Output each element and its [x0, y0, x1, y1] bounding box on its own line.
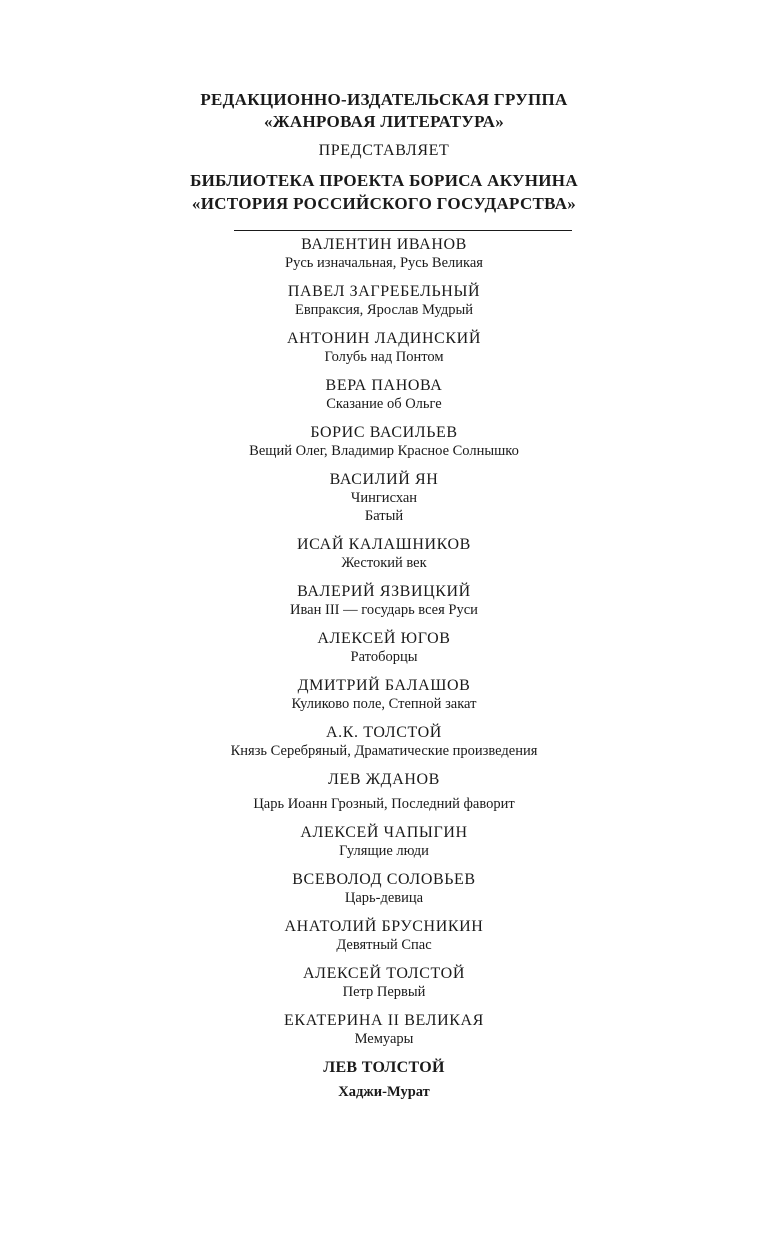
author-name: АЛЕКСЕЙ ЮГОВ — [317, 630, 451, 647]
work-title: Куликово поле, Степной закат — [291, 696, 477, 712]
work-title: Русь изначальная, Русь Великая — [285, 255, 483, 271]
work-title: Вещий Олег, Владимир Красное Солнышко — [249, 443, 519, 459]
author-name: ПАВЕЛ ЗАГРЕБЕЛЬНЫЙ — [287, 283, 481, 300]
work-title: Чингисхан — [350, 490, 418, 506]
author-entry — [0, 282, 768, 319]
author-name: ЛЕВ ЖДАНОВ — [328, 771, 440, 788]
author-entry — [0, 1011, 768, 1048]
work-title: Девятный Спас — [336, 937, 432, 953]
work-title: Гулящие люди — [339, 843, 429, 859]
author-entry — [0, 964, 768, 1001]
publisher-line-2: «ЖАНРОВАЯ ЛИТЕРАТУРА» — [263, 112, 505, 131]
author-entry — [0, 329, 768, 366]
work-title: Петр Первый — [342, 984, 426, 1000]
presents-label: ПРЕДСТАВЛЯЕТ — [318, 142, 450, 159]
author-name: ВЕРА ПАНОВА — [325, 377, 443, 394]
publisher-name — [0, 89, 768, 133]
author-name: ВАЛЕРИЙ ЯЗВИЦКИЙ — [297, 583, 471, 600]
work-title: Голубь над Понтом — [324, 349, 444, 365]
publisher-line-1: РЕДАКЦИОННО-ИЗДАТЕЛЬСКАЯ ГРУППА — [200, 90, 568, 109]
author-entry — [0, 535, 768, 572]
author-entry — [0, 423, 768, 460]
author-name: А.К. ТОЛСТОЙ — [326, 724, 442, 741]
author-name: БОРИС ВАСИЛЬЕВ — [310, 424, 458, 441]
author-name: ВАЛЕНТИН ИВАНОВ — [301, 236, 467, 253]
author-name: АНТОНИН ЛАДИНСКИЙ — [287, 330, 481, 347]
author-name: ВСЕВОЛОД СОЛОВЬЕВ — [292, 871, 476, 888]
series-line-2: «ИСТОРИЯ РОССИЙСКОГО ГОСУДАРСТВА» — [191, 194, 577, 213]
work-title: Батый — [364, 508, 404, 524]
author-name: ВАСИЛИЙ ЯН — [329, 471, 439, 488]
work-title: Ратоборцы — [350, 649, 418, 665]
author-name: ДМИТРИЙ БАЛАШОВ — [297, 677, 471, 694]
author-name: АЛЕКСЕЙ ЧАПЫГИН — [300, 824, 468, 841]
author-name: АЛЕКСЕЙ ТОЛСТОЙ — [303, 965, 465, 982]
author-entry — [0, 770, 768, 813]
author-entry — [0, 376, 768, 413]
divider-rule — [234, 230, 572, 231]
series-line-1: БИБЛИОТЕКА ПРОЕКТА БОРИСА АКУНИНА — [190, 171, 578, 190]
author-entry — [0, 676, 768, 713]
work-title: Царь Иоанн Грозный, Последний фаворит — [253, 796, 515, 812]
author-name: АНАТОЛИЙ БРУСНИКИН — [284, 918, 484, 935]
work-title: Жестокий век — [341, 555, 427, 571]
author-entry — [0, 470, 768, 525]
work-title: Сказание об Ольге — [326, 396, 442, 412]
author-name: ЕКАТЕРИНА II ВЕЛИКАЯ — [284, 1012, 484, 1029]
author-name: ИСАЙ КАЛАШНИКОВ — [297, 536, 471, 553]
author-entry — [0, 1058, 768, 1101]
work-title: Царь-девица — [344, 890, 424, 906]
work-title: Иван III — государь всея Руси — [290, 602, 478, 618]
author-entry — [0, 723, 768, 760]
work-title: Мемуары — [354, 1031, 414, 1047]
author-entry — [0, 917, 768, 954]
work-title: Князь Серебряный, Драматические произведения — [230, 743, 538, 759]
author-name: ЛЕВ ТОЛСТОЙ — [323, 1059, 445, 1076]
author-entry — [0, 582, 768, 619]
author-list — [0, 235, 768, 1111]
series-title — [0, 169, 768, 215]
author-entry — [0, 629, 768, 666]
author-entry — [0, 823, 768, 860]
author-entry — [0, 870, 768, 907]
author-entry — [0, 235, 768, 272]
work-title: Хаджи-Мурат — [338, 1084, 430, 1100]
work-title: Евпраксия, Ярослав Мудрый — [294, 302, 474, 318]
